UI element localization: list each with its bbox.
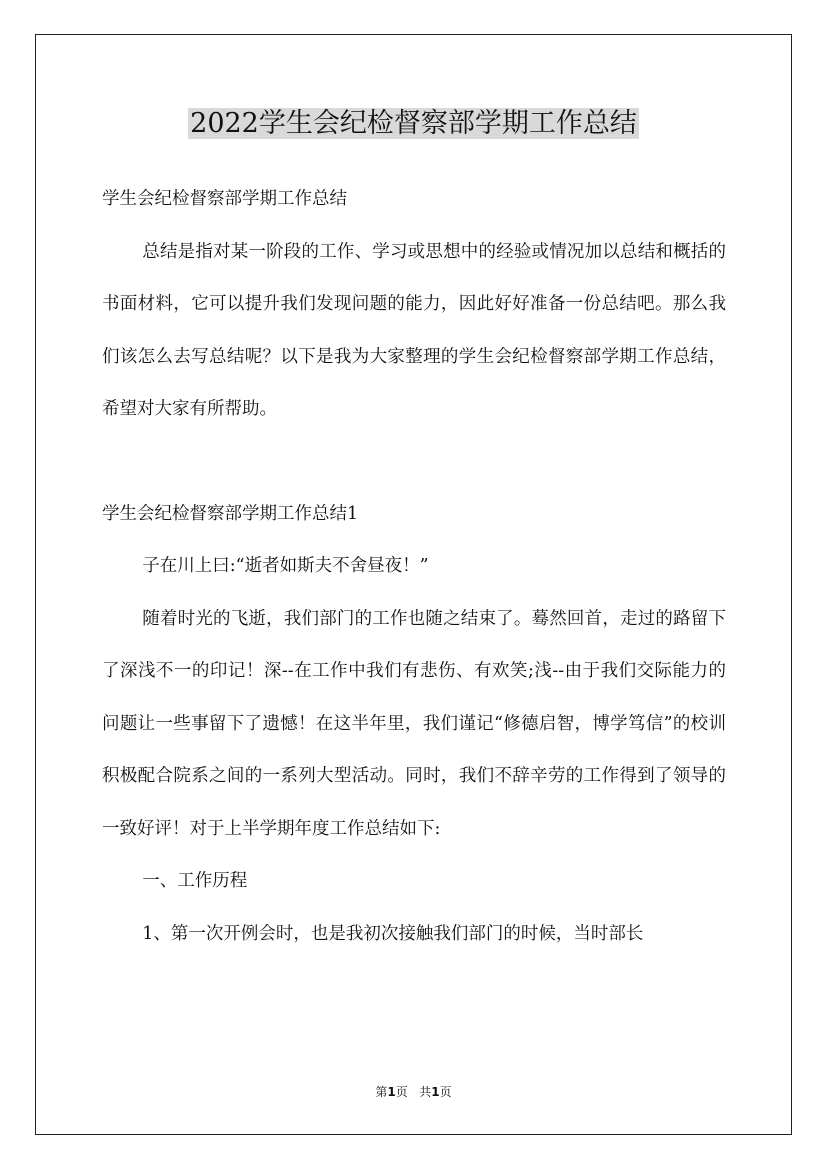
page-number: 1 xyxy=(387,1085,396,1099)
list-item-1: 1、第一次开例会时，也是我初次接触我们部门的时候，当时部长 xyxy=(142,923,644,944)
document-body xyxy=(102,173,726,960)
page-prefix: 第 xyxy=(375,1085,388,1099)
subheading-work-history: 一、工作历程 xyxy=(142,871,248,891)
page-suffix: 页 xyxy=(395,1085,408,1099)
total-prefix: 共 xyxy=(419,1085,432,1099)
section-heading: 学生会纪检督察部学期工作总结 xyxy=(102,189,347,209)
document-title xyxy=(0,104,827,144)
page-footer xyxy=(0,1082,827,1102)
body-paragraph: 随着时光的飞逝，我们部门的工作也随之结束了。蓦然回首，走过的路留下了深浅不一的印记！深--在工作中我们有悲伤、有欢笑;浅--由于我们交际能力的问题让一些事留下了遗憾！在这半年里，我们谨记“修德启智，博学笃信”的校训积极配合院系之间的一系列大型活动。同时，我们不辞辛劳的工作得到了领导的一致好评！对于上半学期年度工作总结如下: xyxy=(102,608,726,839)
total-number: 1 xyxy=(431,1085,440,1099)
quote-paragraph: 子在川上曰:“逝者如斯夫不舍昼夜！” xyxy=(142,556,429,576)
section-heading-1: 学生会纪检督察部学期工作总结1 xyxy=(102,503,359,524)
intro-paragraph: 总结是指对某一阶段的工作、学习或思想中的经验或情况加以总结和概括的书面材料，它可以提升我们发现问题的能力，因此好好准备一份总结吧。那么我们该怎么去写总结呢？以下是我为大家整理的学生会纪检督察部学期工作总结，希望对大家有所帮助。 xyxy=(102,241,726,419)
document-title-text: 2022学生会纪检督察部学期工作总结 xyxy=(190,108,637,139)
paragraph-gap xyxy=(102,436,726,488)
total-suffix: 页 xyxy=(439,1085,452,1099)
